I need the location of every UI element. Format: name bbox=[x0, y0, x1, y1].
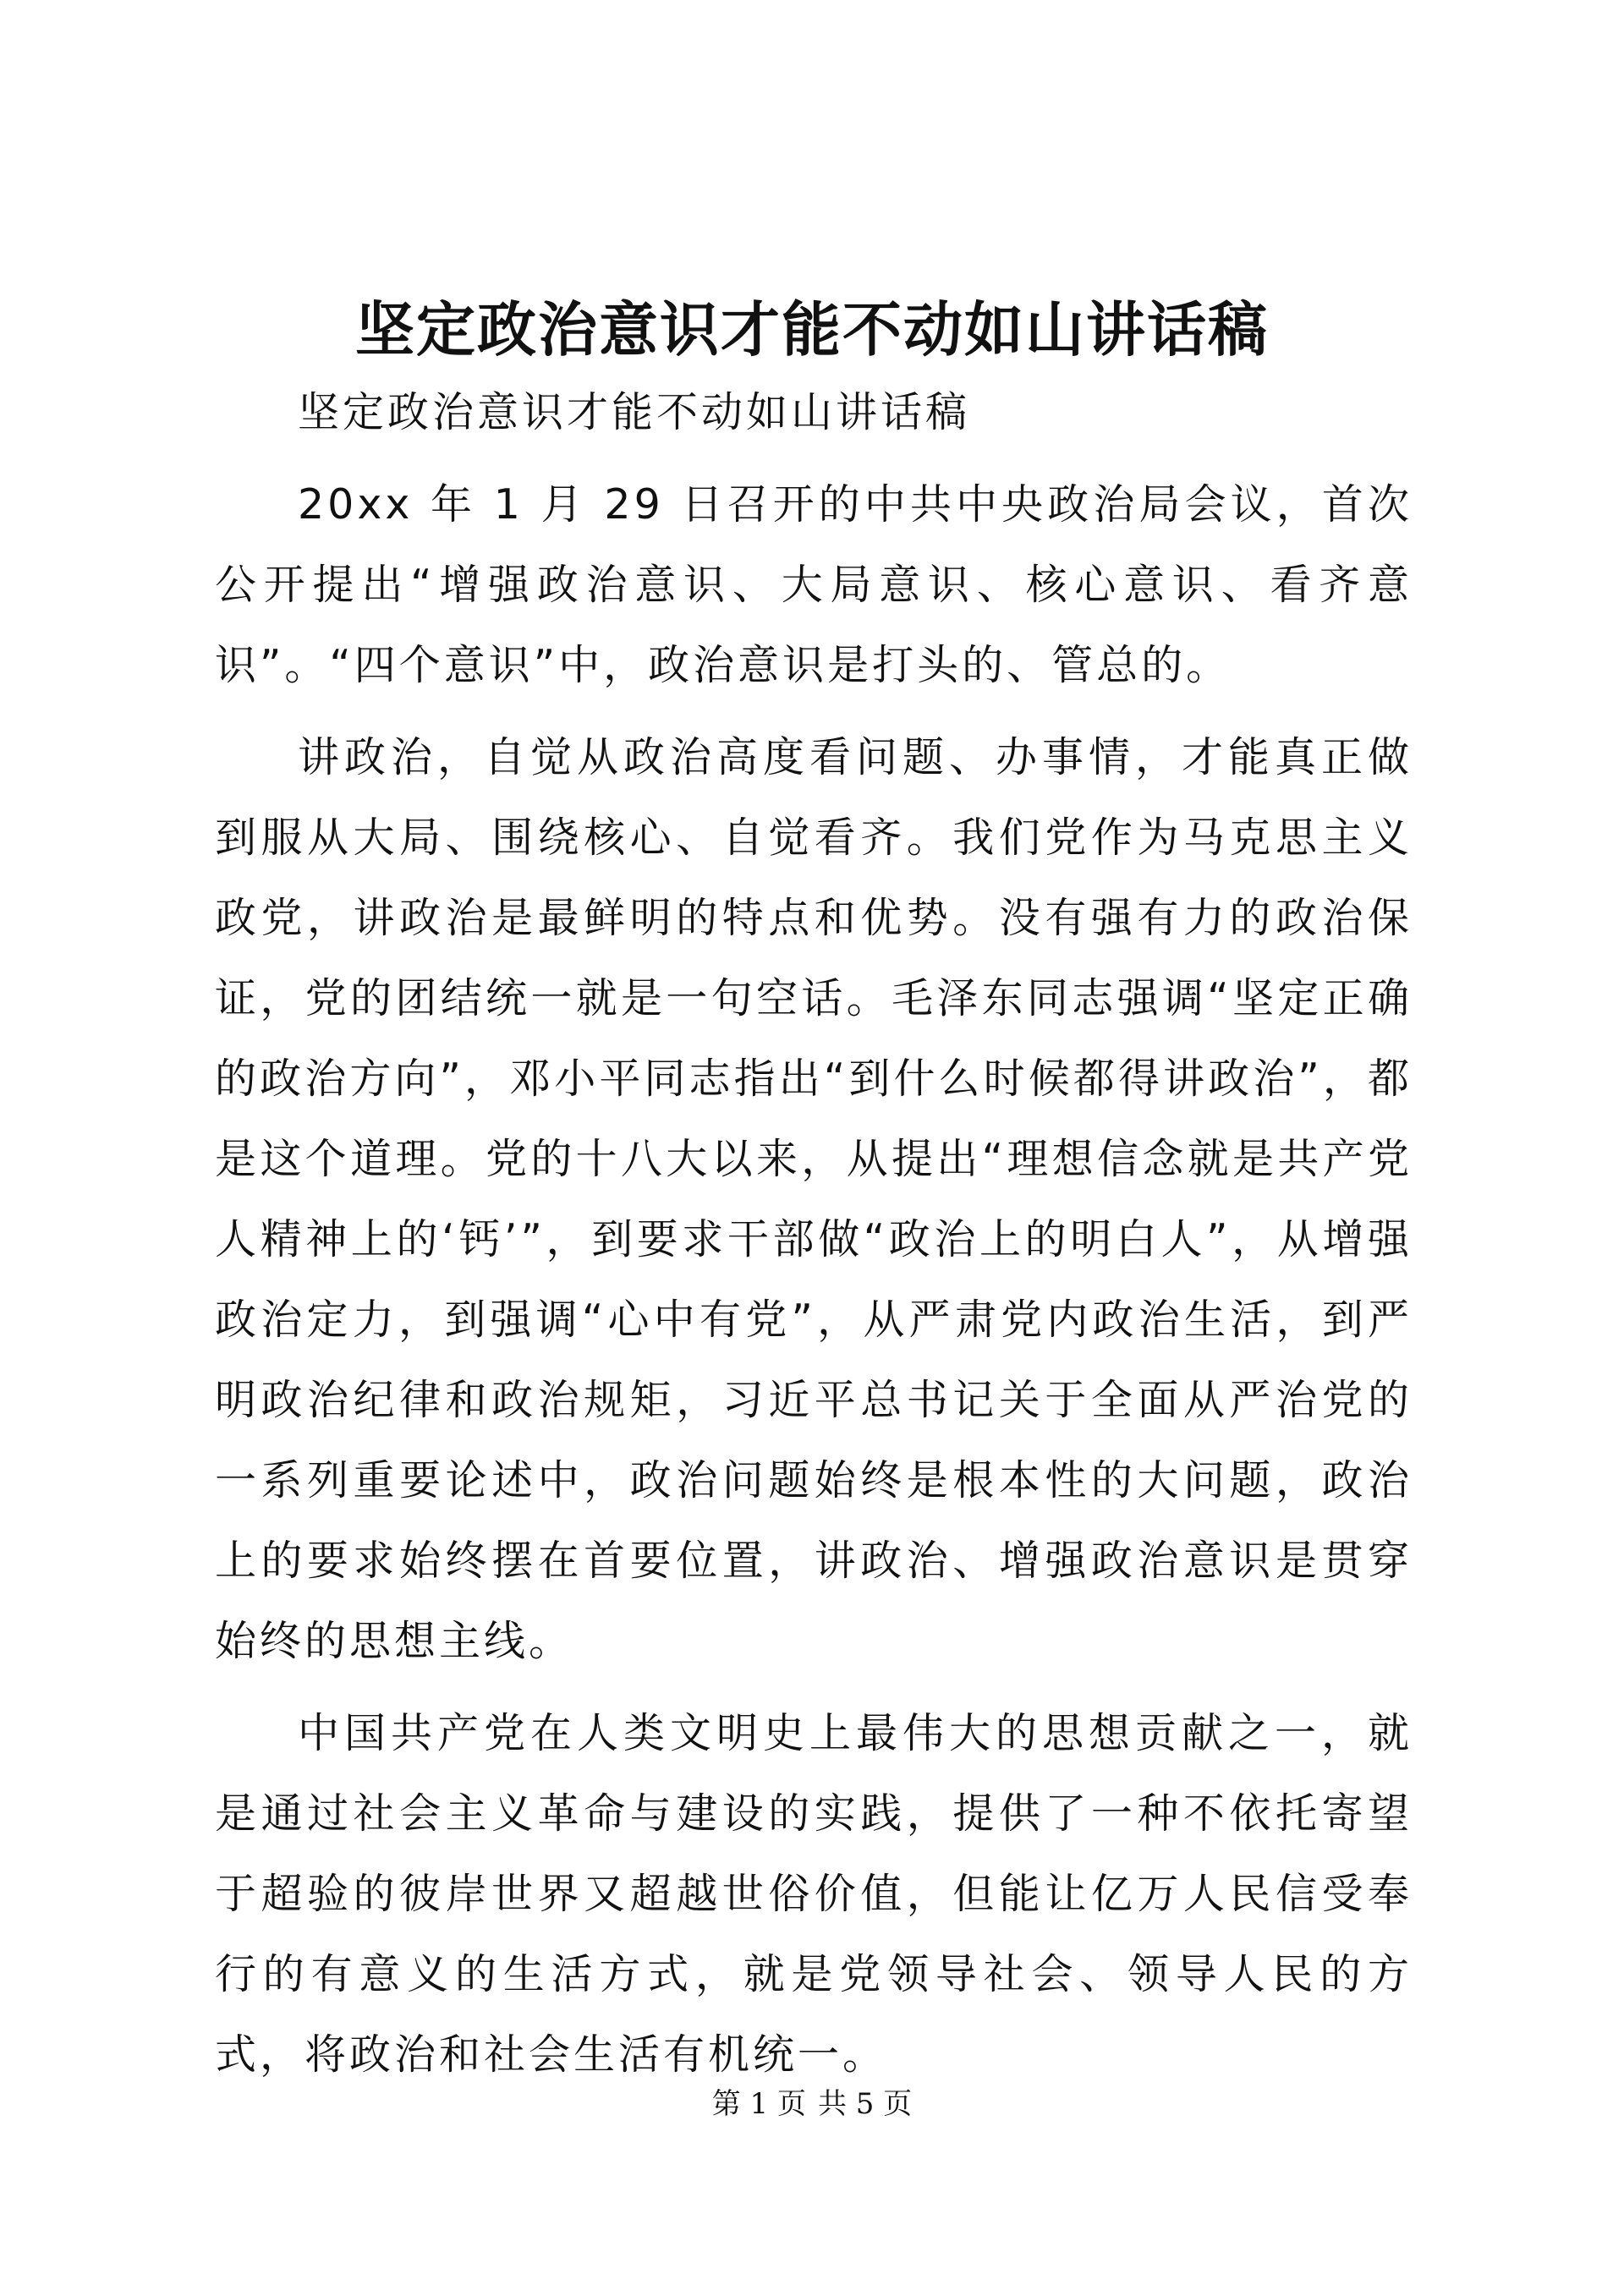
body-paragraph: 20xx 年 1 月 29 日召开的中共中央政治局会议，首次公开提出“增强政治意识、大局意识、核心意识、看齐意识”。“四个意识”中，政治意识是打头的、管总的。 bbox=[215, 480, 1413, 689]
subtitle-paragraph: 坚定政治意识才能不动如山讲话稿 bbox=[298, 388, 971, 436]
page-footer bbox=[0, 2087, 1624, 2121]
page-number-current: 第 1 页 bbox=[711, 2087, 806, 2121]
body-paragraph: 中国共产党在人类文明史上最伟大的思想贡献之一，就是通过社会主义革命与建设的实践，提供了一种不依托寄望于超验的彼岸世界又超越世俗价值，但能让亿万人民信受奉行的有意义的生活方式，就是党领导社会、领导人民的方式，将政治和社会生活有机统一。 bbox=[215, 1709, 1413, 2079]
body-paragraph: 讲政治，自觉从政治高度看问题、办事情，才能真正做到服从大局、围绕核心、自觉看齐。我们党作为马克思主义政党，讲政治是最鲜明的特点和优势。没有强有力的政治保证，党的团结统一就是一句空话。毛泽东同志强调“坚定正确的政治方向”，邓小平同志指出“到什么时候都得讲政治”，都是这个道理。党的十八大以来，从提出“理想信念就是共产党人精神上的‘钙’”，到要求干部做“政治上的明白人”，从增强政治定力，到强调“心中有党”，从严肃党内政治生活，到严明政治纪律和政治规矩，习近平总书记关于全面从严治党的一系列重要论述中，政治问题始终是根本性的大问题，政治上的要求始终摆在首要位置，讲政治、增强政治意识是贯穿始终的思想主线。 bbox=[215, 733, 1413, 1665]
page-number-total: 共 5 页 bbox=[818, 2087, 913, 2121]
document-body bbox=[215, 372, 1413, 2107]
document-title: 坚定政治意识才能不动如山讲话稿 bbox=[355, 294, 1269, 364]
